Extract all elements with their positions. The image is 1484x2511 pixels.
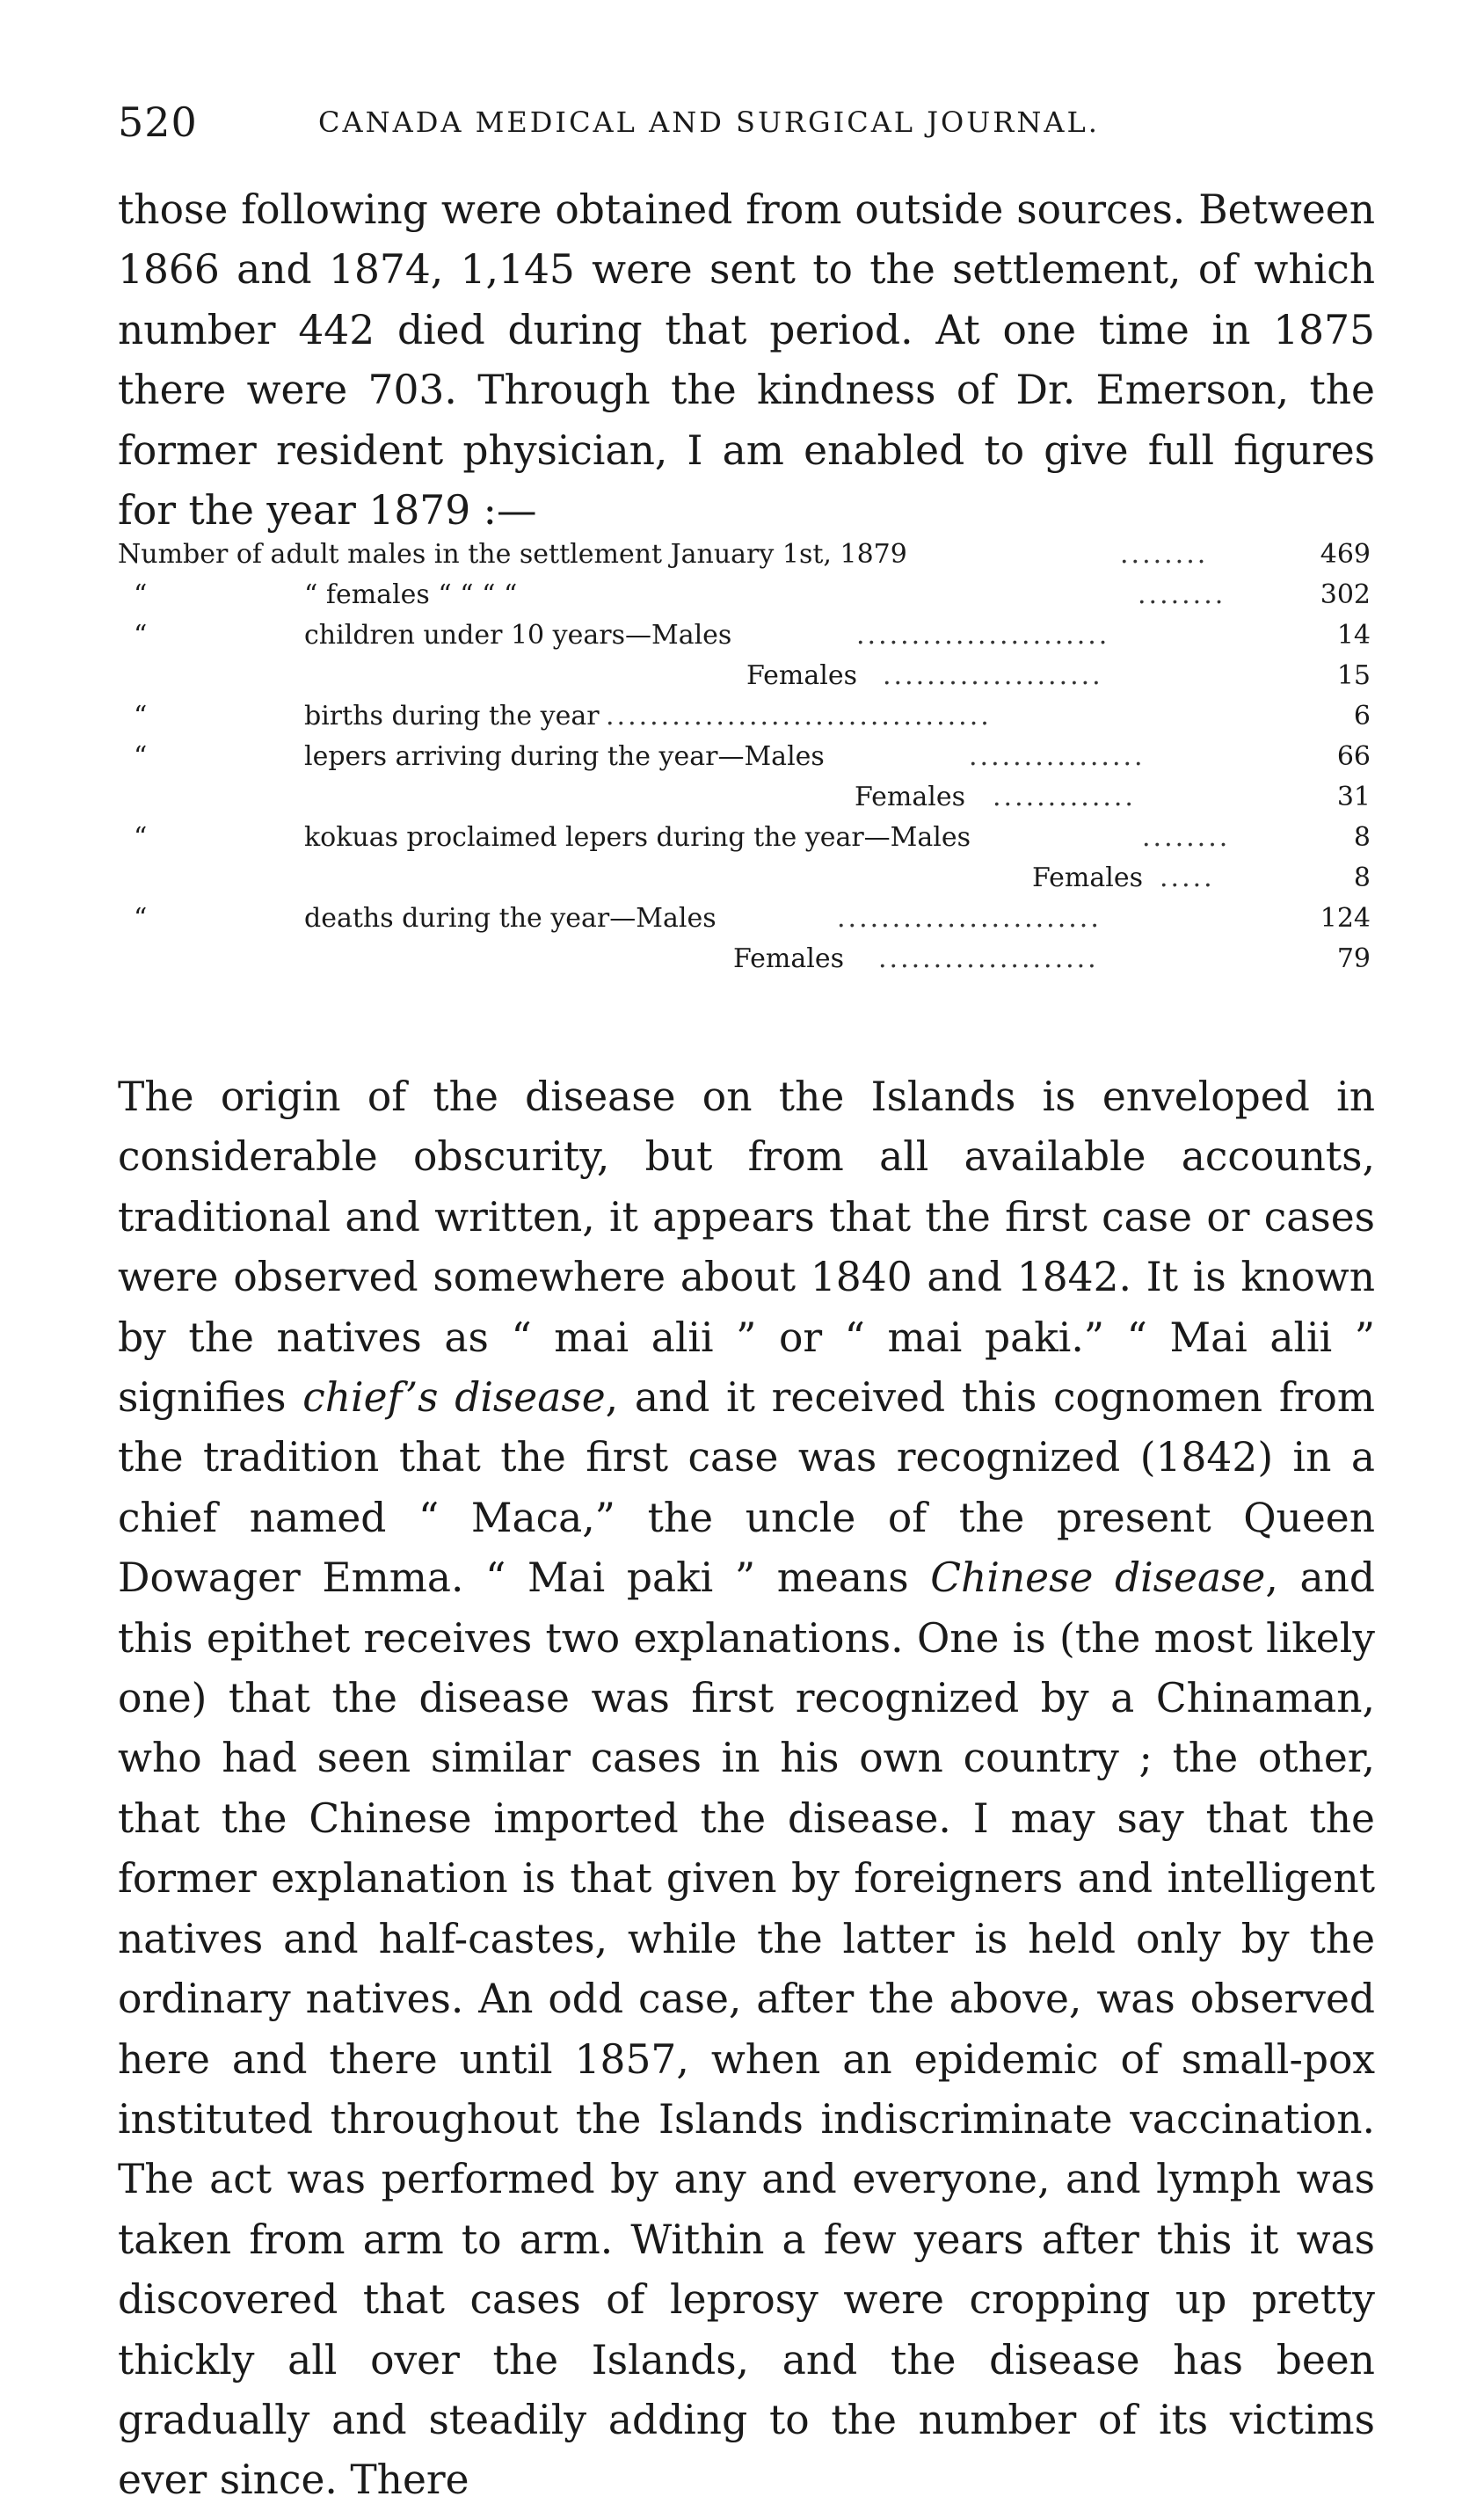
row-value: 124 — [1320, 903, 1371, 934]
leader-dots: ................................... — [606, 701, 992, 731]
leader-dots: ........................ — [837, 903, 1102, 934]
leader-dots: ....................... — [856, 620, 1110, 651]
ditto-mark: “ — [134, 903, 148, 934]
ditto-mark: “ — [134, 579, 148, 610]
row-value: 8 — [1353, 862, 1371, 893]
text-run: The origin of the disease on the Islands is enveloped in considerable obscurity, but from all available accounts, traditional and written, it appears that the first case or cases were observed somewhere about 1840 and 1842. It is known by the natives as “ mai alii ” or “ mai paki.” “ Mai alii ” signifies — [118, 1074, 1375, 1422]
row-value: 469 — [1320, 539, 1371, 570]
page-number: 520 — [118, 98, 198, 146]
table-row — [118, 899, 1371, 939]
row-value: 79 — [1336, 943, 1371, 974]
ditto-mark: “ — [134, 822, 148, 853]
leader-dots: ........ — [1138, 579, 1226, 610]
paragraph-intro-text: those following were obtained from outside sources. Between 1866 and 1874, 1,145 were sent to the settlement, of which number 442 died during that period. At one time in 1875 there were 703. Through the kindness of Dr. Emerson, the former resident physician, I am enabled to give full figures for the year 1879 :— — [118, 186, 1375, 535]
row-value: 15 — [1336, 660, 1371, 691]
row-value: 6 — [1353, 701, 1371, 731]
table-row — [118, 615, 1371, 656]
row-label: children under 10 years—Males — [304, 620, 732, 651]
table-row — [118, 777, 1371, 818]
row-label: kokuas proclaimed lepers during the year—Males — [304, 822, 971, 853]
page-header — [118, 98, 1366, 151]
italic-term: chief’s disease — [302, 1374, 606, 1422]
row-label: Females — [733, 943, 845, 974]
row-value: 66 — [1336, 741, 1371, 772]
leader-dots: ........ — [1142, 822, 1231, 853]
ditto-mark: “ — [134, 741, 148, 772]
table-row — [118, 737, 1371, 777]
row-label: Females — [746, 660, 858, 691]
table-row — [118, 575, 1371, 615]
row-label: deaths during the year—Males — [304, 903, 717, 934]
row-value: 8 — [1353, 822, 1371, 853]
paragraph-intro — [118, 180, 1375, 541]
row-label: Number of adult males in the settlement January 1st, 1879 — [118, 539, 907, 570]
leader-dots: .................... — [883, 660, 1103, 691]
row-label: Females — [1032, 862, 1144, 893]
table-row — [118, 696, 1371, 737]
row-label: Females — [855, 782, 966, 812]
table-row — [118, 818, 1371, 858]
table-row — [118, 939, 1371, 979]
italic-term: Chinese disease — [930, 1554, 1266, 1602]
leader-dots: ..... — [1160, 862, 1215, 893]
ditto-mark: “ — [134, 701, 148, 731]
text-run: , and it received this cognomen from the tradition that the first case was recognized (1842) in a chief named “ Maca,” the uncle of the present Queen Dowager Emma. “ Mai paki ” means — [118, 1374, 1375, 1602]
paragraph-origin-text — [118, 1067, 1375, 2511]
row-value: 302 — [1320, 579, 1371, 610]
leader-dots: .................... — [878, 943, 1099, 974]
leader-dots: ................ — [969, 741, 1146, 772]
table-row — [118, 656, 1371, 696]
row-value: 14 — [1336, 620, 1371, 651]
leader-dots: ............. — [993, 782, 1136, 812]
row-label: lepers arriving during the year—Males — [304, 741, 825, 772]
table-row — [118, 858, 1371, 899]
paragraph-origin — [118, 1067, 1375, 2511]
text-run: , and this epithet receives two explanations. One is (the most likely one) that the disease was first recognized by a Chinaman, who had seen similar cases in his own country ; the other, that the Chinese imported the disease. I may say that the former explanation is that given by foreigners and intelligent natives and half-castes, while the latter is held only by the ordinary natives. An odd case, after the above, was observed here and there until 1857, when an epidemic of small-pox instituted throughout the Islands indiscriminate vaccination. The act was performed by any and everyone, and lymph was taken from arm to arm. Within a few years after this it was discovered that cases of leprosy were cropping up pretty thickly all over the Islands, and the disease has been gradually and steadily adding to the number of its victims ever since. There — [118, 1554, 1375, 2504]
leader-dots: ........ — [1120, 539, 1209, 570]
table-row — [118, 535, 1371, 575]
ditto-mark: “ — [134, 620, 148, 651]
row-label: “ females “ “ “ “ — [304, 579, 518, 610]
running-head: CANADA MEDICAL AND SURGICAL JOURNAL. — [318, 106, 1100, 139]
row-value: 31 — [1336, 782, 1371, 812]
row-label: births during the year — [304, 701, 600, 731]
